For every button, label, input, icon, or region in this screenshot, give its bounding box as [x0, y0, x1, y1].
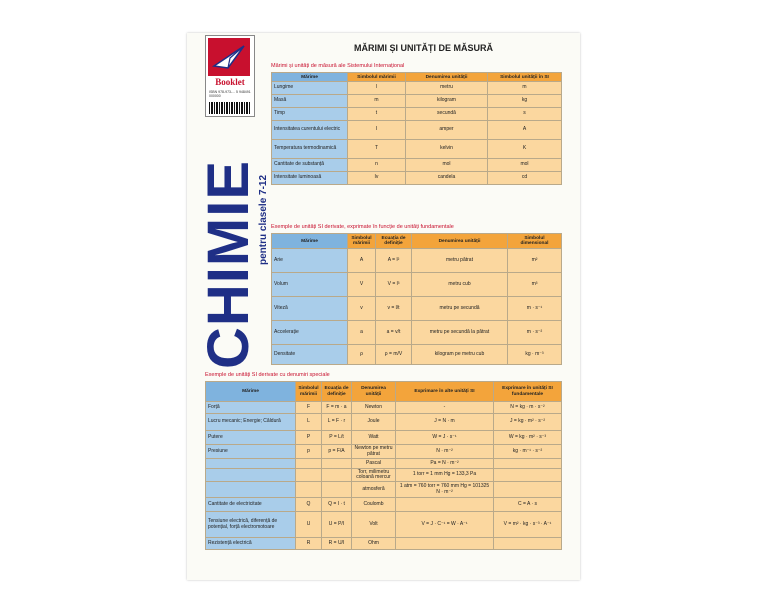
table-row [272, 273, 562, 297]
table-cell: Newton [352, 402, 396, 414]
quantity-name-cell: Lucru mecanic; Energie; Căldură [206, 414, 296, 431]
table-cell: Coulomb [352, 498, 396, 512]
table-cell: kilogram [406, 95, 488, 108]
table-cell: atmosferă [352, 482, 396, 498]
table-cell: C = A · s [494, 498, 562, 512]
table-cell: m · s⁻² [508, 321, 562, 345]
table-row [206, 445, 562, 459]
quantity-name-cell: Densitate [272, 345, 348, 365]
section2-title: Exemple de unități SI derivate, exprimate în funcție de unități fundamentale [271, 224, 454, 230]
table-cell: ρ [348, 345, 376, 365]
quantity-name-cell [206, 459, 296, 469]
table-cell: Pascal [352, 459, 396, 469]
table-cell: metru pe secundă la pătrat [412, 321, 508, 345]
table-cell: T [348, 140, 406, 159]
table-cell: Newton pe metru pătrat [352, 445, 396, 459]
table-cell [494, 469, 562, 482]
table-cell: Iv [348, 172, 406, 185]
table-cell [322, 459, 352, 469]
cover-title: CHIMIE [196, 160, 261, 369]
table-cell: ρ = m/V [376, 345, 412, 365]
table-cell: kilogram pe metru cub [412, 345, 508, 365]
table-cell: A [348, 249, 376, 273]
table-cell: secundă [406, 108, 488, 121]
table-cell: A [488, 121, 562, 140]
table-row [272, 172, 562, 185]
table-cell: V [348, 273, 376, 297]
table-cell: P [296, 431, 322, 445]
table-row [272, 140, 562, 159]
table-cell: kelvin [406, 140, 488, 159]
table-cell [494, 459, 562, 469]
quantity-name-cell [206, 469, 296, 482]
quantity-name-cell: Temperatura termodinamică [272, 140, 348, 159]
table-cell [296, 459, 322, 469]
table-row [272, 82, 562, 95]
table-cell: Torr, milimetru coloană mercur [352, 469, 396, 482]
table-cell: l [348, 82, 406, 95]
table-row [206, 402, 562, 414]
chemistry-reference-sheet [187, 33, 580, 580]
quantity-name-cell: Presiune [206, 445, 296, 459]
brand-name: Booklet [215, 77, 245, 87]
cover-subtitle: pentru clasele 7-12 [258, 174, 269, 265]
table-cell: metru pe secundă [412, 297, 508, 321]
table-cell: a = v/t [376, 321, 412, 345]
table-cell: kg [488, 95, 562, 108]
table-cell: m · s⁻¹ [508, 297, 562, 321]
quantity-name-cell [206, 482, 296, 498]
quantity-name-cell: Cantitate de substanță [272, 159, 348, 172]
table-cell: U [296, 512, 322, 538]
column-header: Mărime [272, 234, 348, 249]
table-cell: J = kg · m² · s⁻² [494, 414, 562, 431]
table-row [272, 249, 562, 273]
column-header: Mărime [206, 382, 296, 402]
table-cell: I [348, 121, 406, 140]
table-cell: kg · m⁻¹ · s⁻² [494, 445, 562, 459]
table-row [272, 297, 562, 321]
table-cell: A = l² [376, 249, 412, 273]
column-header: Simbolul dimensional [508, 234, 562, 249]
column-header: Ecuația de definiție [376, 234, 412, 249]
table-row [206, 498, 562, 512]
table-cell: p = F/A [322, 445, 352, 459]
table-cell: F [296, 402, 322, 414]
quantity-name-cell: Accelerație [272, 321, 348, 345]
table-cell: mol [488, 159, 562, 172]
table-row [206, 469, 562, 482]
table-row [206, 512, 562, 538]
table-row [272, 121, 562, 140]
table-cell: - [396, 402, 494, 414]
column-header: Exprimare în unități SI fundamentale [494, 382, 562, 402]
table-cell: metru cub [412, 273, 508, 297]
table-cell: Watt [352, 431, 396, 445]
quantity-name-cell: Forță [206, 402, 296, 414]
column-header: Ecuația de definiție [322, 382, 352, 402]
quantity-name-cell: Tensiune electrică, diferență de potențial, forță electromotoare [206, 512, 296, 538]
column-header: Exprimare în alte unități SI [396, 382, 494, 402]
section1-title: Mărimi și unități de măsură ale Sistemului Internațional [271, 63, 405, 69]
table-cell: 1 atm = 760 torr = 760 mm Hg = 101325 N · m⁻² [396, 482, 494, 498]
table-row [272, 95, 562, 108]
column-header: Simbolul unității în SI [488, 73, 562, 82]
table-cell: 1 torr = 1 mm Hg = 133,3 Pa [396, 469, 494, 482]
table-row [206, 414, 562, 431]
table-row [206, 431, 562, 445]
table-cell: s [488, 108, 562, 121]
table-cell: m³ [508, 273, 562, 297]
table-cell: n [348, 159, 406, 172]
quantity-name-cell: Timp [272, 108, 348, 121]
table-cell: W = J · s⁻¹ [396, 431, 494, 445]
publisher-logo [205, 35, 255, 117]
table-cell: N · m⁻² [396, 445, 494, 459]
table-cell: Q [296, 498, 322, 512]
table-row [206, 482, 562, 498]
table-row [272, 321, 562, 345]
table-cell: F = m · a [322, 402, 352, 414]
table-cell [396, 538, 494, 550]
si-units-table [271, 72, 562, 185]
quantity-name-cell: Intensitatea curentului electric [272, 121, 348, 140]
table-row [272, 345, 562, 365]
section3-title: Exemple de unități SI derivate cu denumiri speciale [205, 372, 330, 378]
table-cell: m² [508, 249, 562, 273]
quantity-name-cell: Volum [272, 273, 348, 297]
paper-plane-icon [208, 38, 250, 76]
table-cell [322, 469, 352, 482]
table-cell: candela [406, 172, 488, 185]
table-cell: mol [406, 159, 488, 172]
table-cell: v [348, 297, 376, 321]
derived-units-table [271, 233, 562, 365]
table-cell: L [296, 414, 322, 431]
table-cell: V = l³ [376, 273, 412, 297]
table-cell: metru pătrat [412, 249, 508, 273]
table-cell: m [348, 95, 406, 108]
table-cell: cd [488, 172, 562, 185]
quantity-name-cell: Cantitate de electricitate [206, 498, 296, 512]
table-cell: V = m² · kg · s⁻³ · A⁻¹ [494, 512, 562, 538]
barcode [209, 102, 251, 114]
table-cell: L = F · r [322, 414, 352, 431]
table-cell: Ohm [352, 538, 396, 550]
table-row [206, 538, 562, 550]
table-cell [494, 482, 562, 498]
special-units-table [205, 381, 562, 550]
table-row [206, 459, 562, 469]
quantity-name-cell: Rezistență electrică [206, 538, 296, 550]
table-cell: v = l/t [376, 297, 412, 321]
column-header: Denumirea unității [352, 382, 396, 402]
quantity-name-cell: Masă [272, 95, 348, 108]
table-cell [296, 469, 322, 482]
table-cell: metru [406, 82, 488, 95]
table-cell: amper [406, 121, 488, 140]
quantity-name-cell: Putere [206, 431, 296, 445]
table-cell: t [348, 108, 406, 121]
column-header: Simbolul mărimii [296, 382, 322, 402]
table-row [272, 159, 562, 172]
quantity-name-cell: Intensitate luminoasă [272, 172, 348, 185]
table-cell: Joule [352, 414, 396, 431]
table-cell: W = kg · m² · s⁻³ [494, 431, 562, 445]
column-header: Simbolul mărimii [348, 73, 406, 82]
table-cell: K [488, 140, 562, 159]
table-cell [322, 482, 352, 498]
table-row [272, 108, 562, 121]
column-header: Simbolul mărimii [348, 234, 376, 249]
column-header: Denumirea unității [412, 234, 508, 249]
table-cell: P = L/t [322, 431, 352, 445]
table-cell [396, 498, 494, 512]
table-cell [494, 538, 562, 550]
table-cell [296, 482, 322, 498]
table-cell: Pa = N · m⁻² [396, 459, 494, 469]
table-cell: Q = I · t [322, 498, 352, 512]
table-cell: N = kg · m · s⁻² [494, 402, 562, 414]
table-cell: p [296, 445, 322, 459]
table-cell: m [488, 82, 562, 95]
table-cell: J = N · m [396, 414, 494, 431]
isbn-text: ISBN 978-973-... 5 948491 000000 [209, 90, 251, 98]
quantity-name-cell: Arie [272, 249, 348, 273]
table-cell: V = J · C⁻¹ = W · A⁻¹ [396, 512, 494, 538]
table-cell: kg · m⁻³ [508, 345, 562, 365]
quantity-name-cell: Lungime [272, 82, 348, 95]
table-cell: Volt [352, 512, 396, 538]
column-header: Mărime [272, 73, 348, 82]
table-cell: R = U/I [322, 538, 352, 550]
table-cell: a [348, 321, 376, 345]
column-header: Denumirea unității [406, 73, 488, 82]
page-title: MĂRIMI ȘI UNITĂȚI DE MĂSURĂ [354, 43, 493, 53]
table-cell: R [296, 538, 322, 550]
table-cell: U = P/I [322, 512, 352, 538]
quantity-name-cell: Viteză [272, 297, 348, 321]
